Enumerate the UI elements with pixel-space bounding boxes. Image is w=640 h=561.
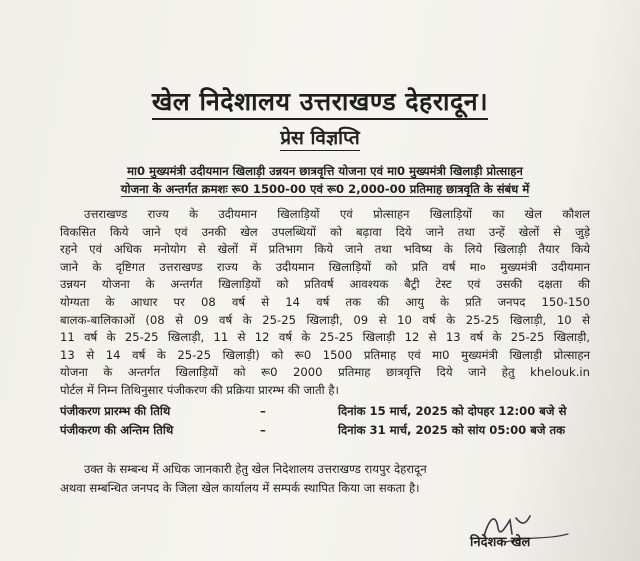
body-paragraph [60,206,590,400]
date-label: पंजीकरण की अन्तिम तिथि [60,423,174,437]
subject-line: मा0 मुख्यमंत्री उदीयमान खिलाड़ी उन्नयन छात्रवृत्ति योजना एवं मा0 मुख्यमंत्री खिलाड़ी प्रोत्साहन [127,164,523,178]
date-value: दिनांक 15 मार्च, 2025 को दोपहर 12:00 बजे से [338,404,567,418]
date-dash: – [260,423,266,437]
body-line: योजना के अन्तर्गत खिलाड़ियों को रू0 2000 प्रतिमाह छात्रवृत्ति दिये जाने हेतु khelouk.in [60,365,590,380]
department-title: खेल निदेशालय उत्तराखण्ड देहरादून। [0,84,640,118]
body-line: 13 से 14 वर्ष के 25-25 खिलाड़ी) को रू0 1500 प्रतिमाह एवं मा0 मुख्यमंत्री खिलाड़ी प्रोत्साहन [60,347,590,362]
body-line: रहने एवं अधिक मनोयोग से खेलों में प्रतिभाग किये जाने तथा भविष्य के लिये खिलाड़ी तैयार किये [60,242,590,257]
registration-start-row [60,402,620,421]
body-line: उन्नयन योजना के अन्तर्गत खिलाड़ियों को प्रतिवर्ष आवश्यक बैट्री टेस्ट एवं उसकी दक्षता की [60,277,590,292]
date-value: दिनांक 31 मार्च, 2025 को सांय 05:00 बजे तक [338,423,566,437]
body-line: उत्तराखण्ड राज्य के उदीयमान खिलाड़ियों एवं प्रोत्साहन खिलाड़ियों का खेल कौशल [84,207,590,221]
body-line: बालक-बालिकाओं (08 से 09 वर्ष के 25-25 खिलाड़ी, 09 से 10 वर्ष के 25-25 खिलाड़ी, 10 से [60,312,590,327]
body-line: जाने के दृष्टिगत उत्तराखण्ड राज्य के उदीयमान खिलाड़ियों को प्रति वर्ष मा० मुख्यमंत्री उदीयमान [60,259,590,274]
subject-block [60,162,590,198]
registration-end-row [60,421,620,440]
contact-paragraph [60,460,590,498]
body-line: योग्यता के आधार पर 08 वर्ष से 14 वर्ष तक की आयु के प्रति जनपद 150-150 [60,294,590,309]
date-label: पंजीकरण प्रारम्भ की तिथि [60,404,171,418]
contact-line: अथवा सम्बन्धित जनपद के जिला खेल कार्यालय में सम्पर्क स्थापित किया जा सकता है। [60,481,420,495]
contact-line: उक्त के सम्बन्ध में अधिक जानकारी हेतु खेल निदेशालय उत्तराखण्ड रायपुर देहरादून [84,462,427,476]
body-line: पोर्टल में निम्न तिथिनुसार पंजीकरण की प्रक्रिया प्रारम्भ की जाती है। [60,382,339,397]
signatory-designation: निदेशक खेल [470,535,531,550]
registration-dates [60,402,620,440]
body-line: विकसित किये जाने एवं उनकी खेल उपलब्धियों को बढ़ावा दिये जाने तथा उन्हें खेलों से जुड़े [60,224,590,239]
press-release-heading: प्रेस विज्ञप्ति [280,127,360,149]
subject-line: योजना के अन्तर्गत क्रमशः रू0 1500-00 एवं रू0 2,000-00 प्रतिमाह छात्रवृति के संबंध में [120,182,530,196]
body-line: 11 वर्ष के 25-25 खिलाड़ी, 11 से 12 वर्ष के 25-25 खिलाड़ी 12 से 13 वर्ष के 25-25 खिलाड़ी, [60,330,590,345]
date-dash: – [260,404,266,418]
